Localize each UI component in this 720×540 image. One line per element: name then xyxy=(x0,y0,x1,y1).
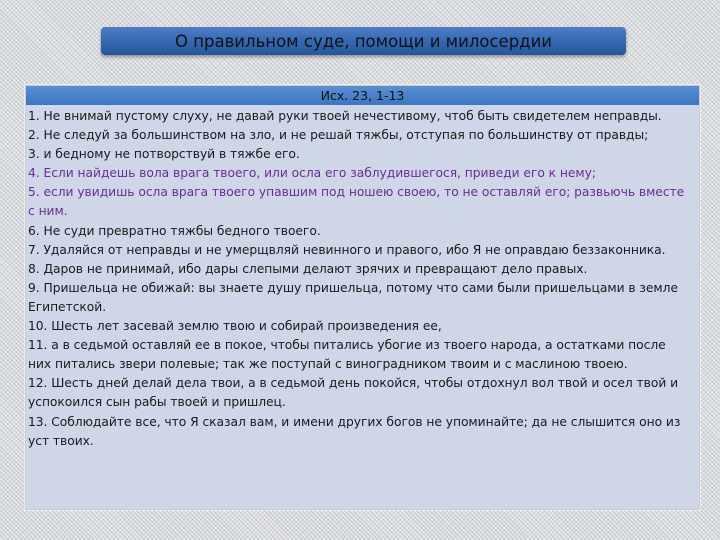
verse-item: 13. Соблюдайте все, что Я сказал вам, и имени других богов не упоминайте; да не слышится оно из уст твоих. xyxy=(28,414,681,448)
verse-item: 11. а в седьмой оставляй ее в покое, чтобы питались убогие из твоего народа, а остатками после них питались звери полевые; так же поступай с виноградником твоим и с маслиною твоею. xyxy=(28,338,666,372)
verse-item: 5. если увидишь осла врага твоего упавшим под ношею своею, то не оставляй его; развьючь вместе с ним. xyxy=(28,185,685,219)
verse-item: 4. Если найдешь вола врага твоего, или осла его заблудившегося, приведи его к нему; xyxy=(28,166,596,181)
verse-item: 9. Пришельца не обижай: вы знаете душу пришельца, потому что сами были пришельцами в земле Египетской. xyxy=(28,280,678,314)
verse-item: 10. Шесть лет засевай землю твою и собирай произведения ее, xyxy=(28,319,442,334)
verse-item: 8. Даров не принимай, ибо дары слепыми делают зрячих и превращают дело правых. xyxy=(28,261,588,276)
verse-item: 2. Не следуй за большинством на зло, и не решай тяжбы, отступая по большинству от правды; xyxy=(28,128,649,143)
slide-title: О правильном суде, помощи и милосердии xyxy=(174,31,553,51)
verse-item: 1. Не внимай пустому слуху, не давай руки твоей нечестивому, чтоб быть свидетелем неправды. xyxy=(28,109,662,123)
verse-list xyxy=(26,105,699,451)
slide-title-bar xyxy=(101,27,626,55)
passage-reference: Исх. 23, 1-13 xyxy=(320,88,405,103)
verse-item: 7. Удаляйся от неправды и не умерщвляй невинного и правого, ибо Я не оправдаю беззаконника. xyxy=(28,242,666,257)
verse-item: 6. Не суди превратно тяжбы бедного твоего. xyxy=(28,223,321,238)
verse-item: 12. Шесть дней делай дела твои, а в седьмой день покойся, чтобы отдохнул вол твой и осел твой и успокоился сын рабы твоей и пришлец. xyxy=(28,376,679,410)
passage-table xyxy=(25,85,700,510)
verse-item: 3. и бедному не потворствуй в тяжбе его. xyxy=(28,147,300,162)
passage-header xyxy=(26,86,699,105)
